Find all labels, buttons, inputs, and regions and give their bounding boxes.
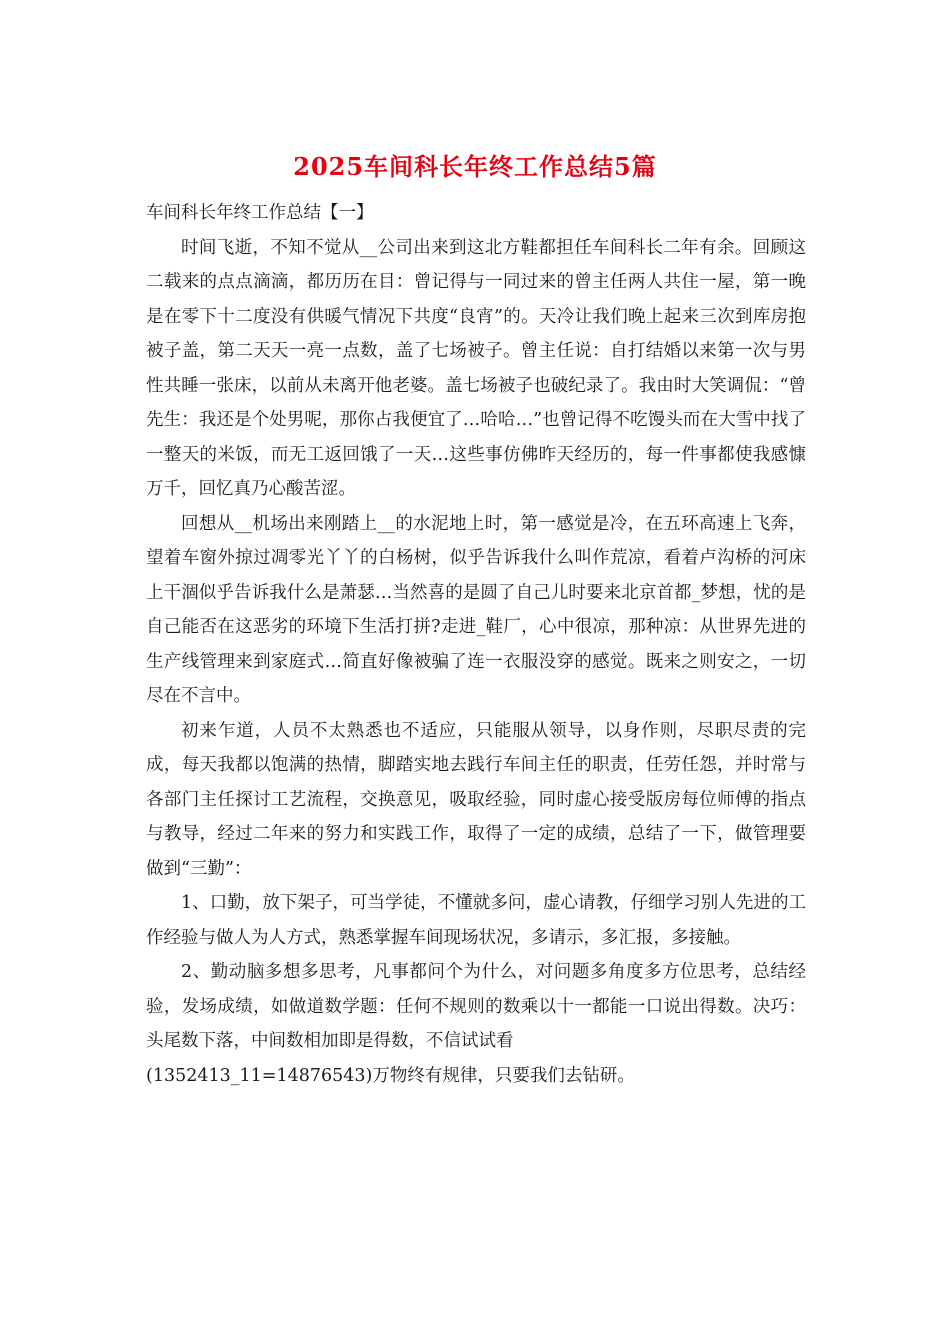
document-title: 2025车间科长年终工作总结5篇 [293, 152, 657, 181]
paragraph-5: 2、勤动脑多想多思考，凡事都问个为什么，对问题多角度多方位思考，总结经验，发场成绩，如做道数学题：任何不规则的数乘以十一都能一口说出得数。决巧：头尾数下落，中间数相加即是得数，不信试试看 [146, 962, 806, 1051]
section-heading: 车间科长年终工作总结【一】 [146, 203, 374, 223]
paragraph-4: 1、口勤，放下架子，可当学徒，不懂就多问，虚心请教，仔细学习别人先进的工作经验与做人为人方式，熟悉掌握车间现场状况，多请示，多汇报，多接触。 [146, 893, 806, 948]
document-body [146, 196, 806, 1093]
paragraph-2: 回想从__机场出来刚踏上__的水泥地上时，第一感觉是冷，在五环高速上飞奔，望着车窗外掠过凋零光丫丫的白杨树，似乎告诉我什么叫作荒凉，看着卢沟桥的河床上干涸似乎告诉我什么是萧瑟…当然喜的是圆了自己儿时要来北京首都_梦想，忧的是自己能否在这恶劣的环境下生活打拼?走进_鞋厂，心中很凉，那种凉：从世界先进的生产线管理来到家庭式…简直好像被骗了连一衣服没穿的感觉。既来之则安之，一切尽在不言中。 [146, 513, 806, 706]
paragraph-3: 初来乍道，人员不太熟悉也不适应，只能服从领导，以身作则，尽职尽责的完成，每天我都以饱满的热情，脚踏实地去践行车间主任的职责，任劳任怨，并时常与各部门主任探讨工艺流程，交换意见，吸取经验，同时虚心接受版房每位师傅的指点与教导，经过二年来的努力和实践工作，取得了一定的成绩，总结了一下，做管理要做到“三勤”： [146, 720, 806, 879]
formula-line: (1352413_11=14876543)万物终有规律，只要我们去钻研。 [146, 1065, 635, 1086]
paragraph-1: 时间飞逝，不知不觉从__公司出来到这北方鞋都担任车间科长二年有余。回顾这二载来的点点滴滴，都历历在目：曾记得与一同过来的曾主任两人共住一屋，第一晚是在零下十二度没有供暖气情况下共度“良宵”的。天冷让我们晚上起来三次到库房抱被子盖，第二天天一亮一点数，盖了七场被子。曾主任说：自打结婚以来第一次与男性共睡一张床，以前从未离开他老婆。盖七场被子也破纪录了。我由时大笑调侃：“曾先生：我还是个处男呢，那你占我便宜了…哈哈…”也曾记得不吃馒头而在大雪中找了一整天的米饭，而无工返回饿了一天…这些事仿佛昨天经历的，每一件事都使我感慷万千，回忆真乃心酸苦涩。 [146, 237, 806, 499]
